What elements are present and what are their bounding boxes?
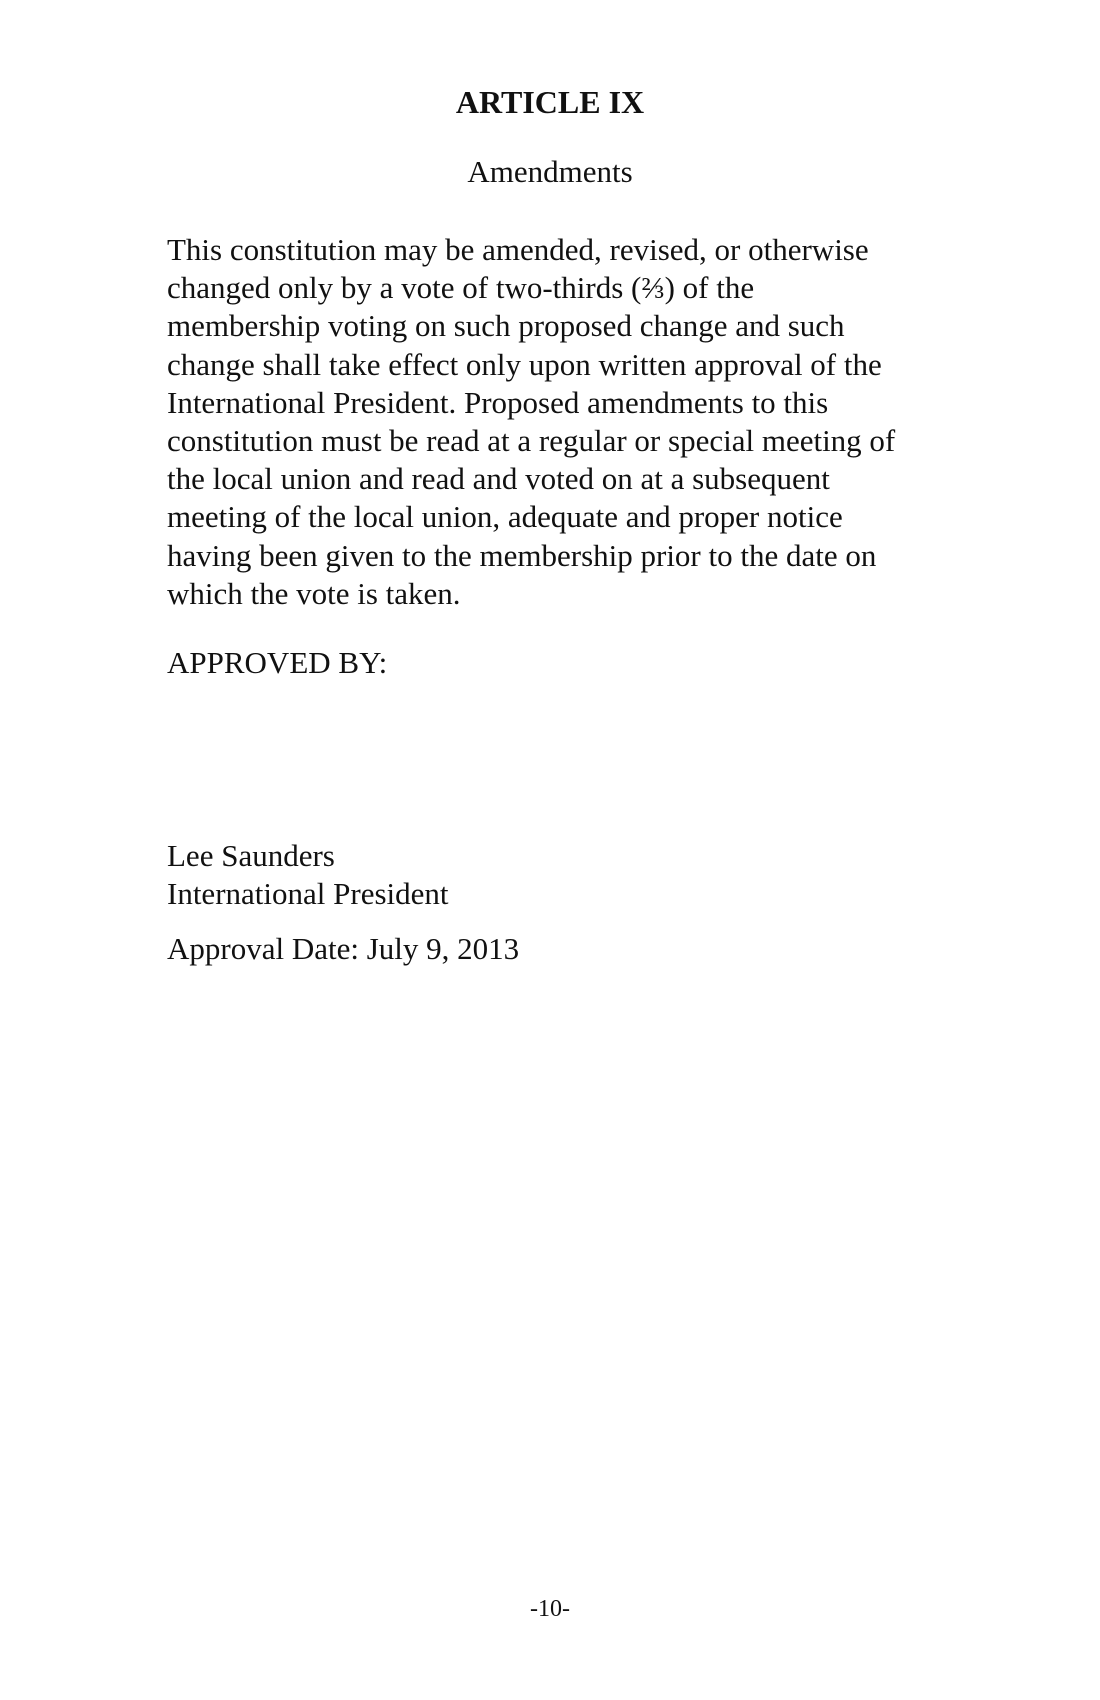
- paragraph-line: the local union and read and voted on at a subsequent: [167, 461, 830, 497]
- signer-title: International President: [167, 876, 449, 911]
- amendment-paragraph: [167, 231, 957, 613]
- signer-name: Lee Saunders: [167, 838, 335, 873]
- paragraph-line: changed only by a vote of two-thirds (⅔) of the: [167, 270, 755, 306]
- paragraph-line: change shall take effect only upon written approval of the: [167, 346, 882, 382]
- paragraph-line: membership voting on such proposed change and such: [167, 308, 845, 344]
- paragraph-line: meeting of the local union, adequate and proper notice: [167, 499, 843, 535]
- paragraph-line: which the vote is taken.: [167, 575, 461, 611]
- article-subheading: Amendments: [467, 154, 633, 189]
- page-number: -10-: [530, 1596, 570, 1622]
- approved-by-label: APPROVED BY:: [167, 645, 388, 680]
- article-heading: ARTICLE IX: [455, 84, 645, 120]
- approval-date: Approval Date: July 9, 2013: [167, 931, 520, 966]
- paragraph-line: constitution must be read at a regular or special meeting of: [167, 423, 896, 459]
- paragraph-line: International President. Proposed amendments to this: [167, 384, 829, 420]
- paragraph-line: This constitution may be amended, revised, or otherwise: [167, 232, 869, 267]
- paragraph-line: having been given to the membership prior to the date on: [167, 537, 877, 573]
